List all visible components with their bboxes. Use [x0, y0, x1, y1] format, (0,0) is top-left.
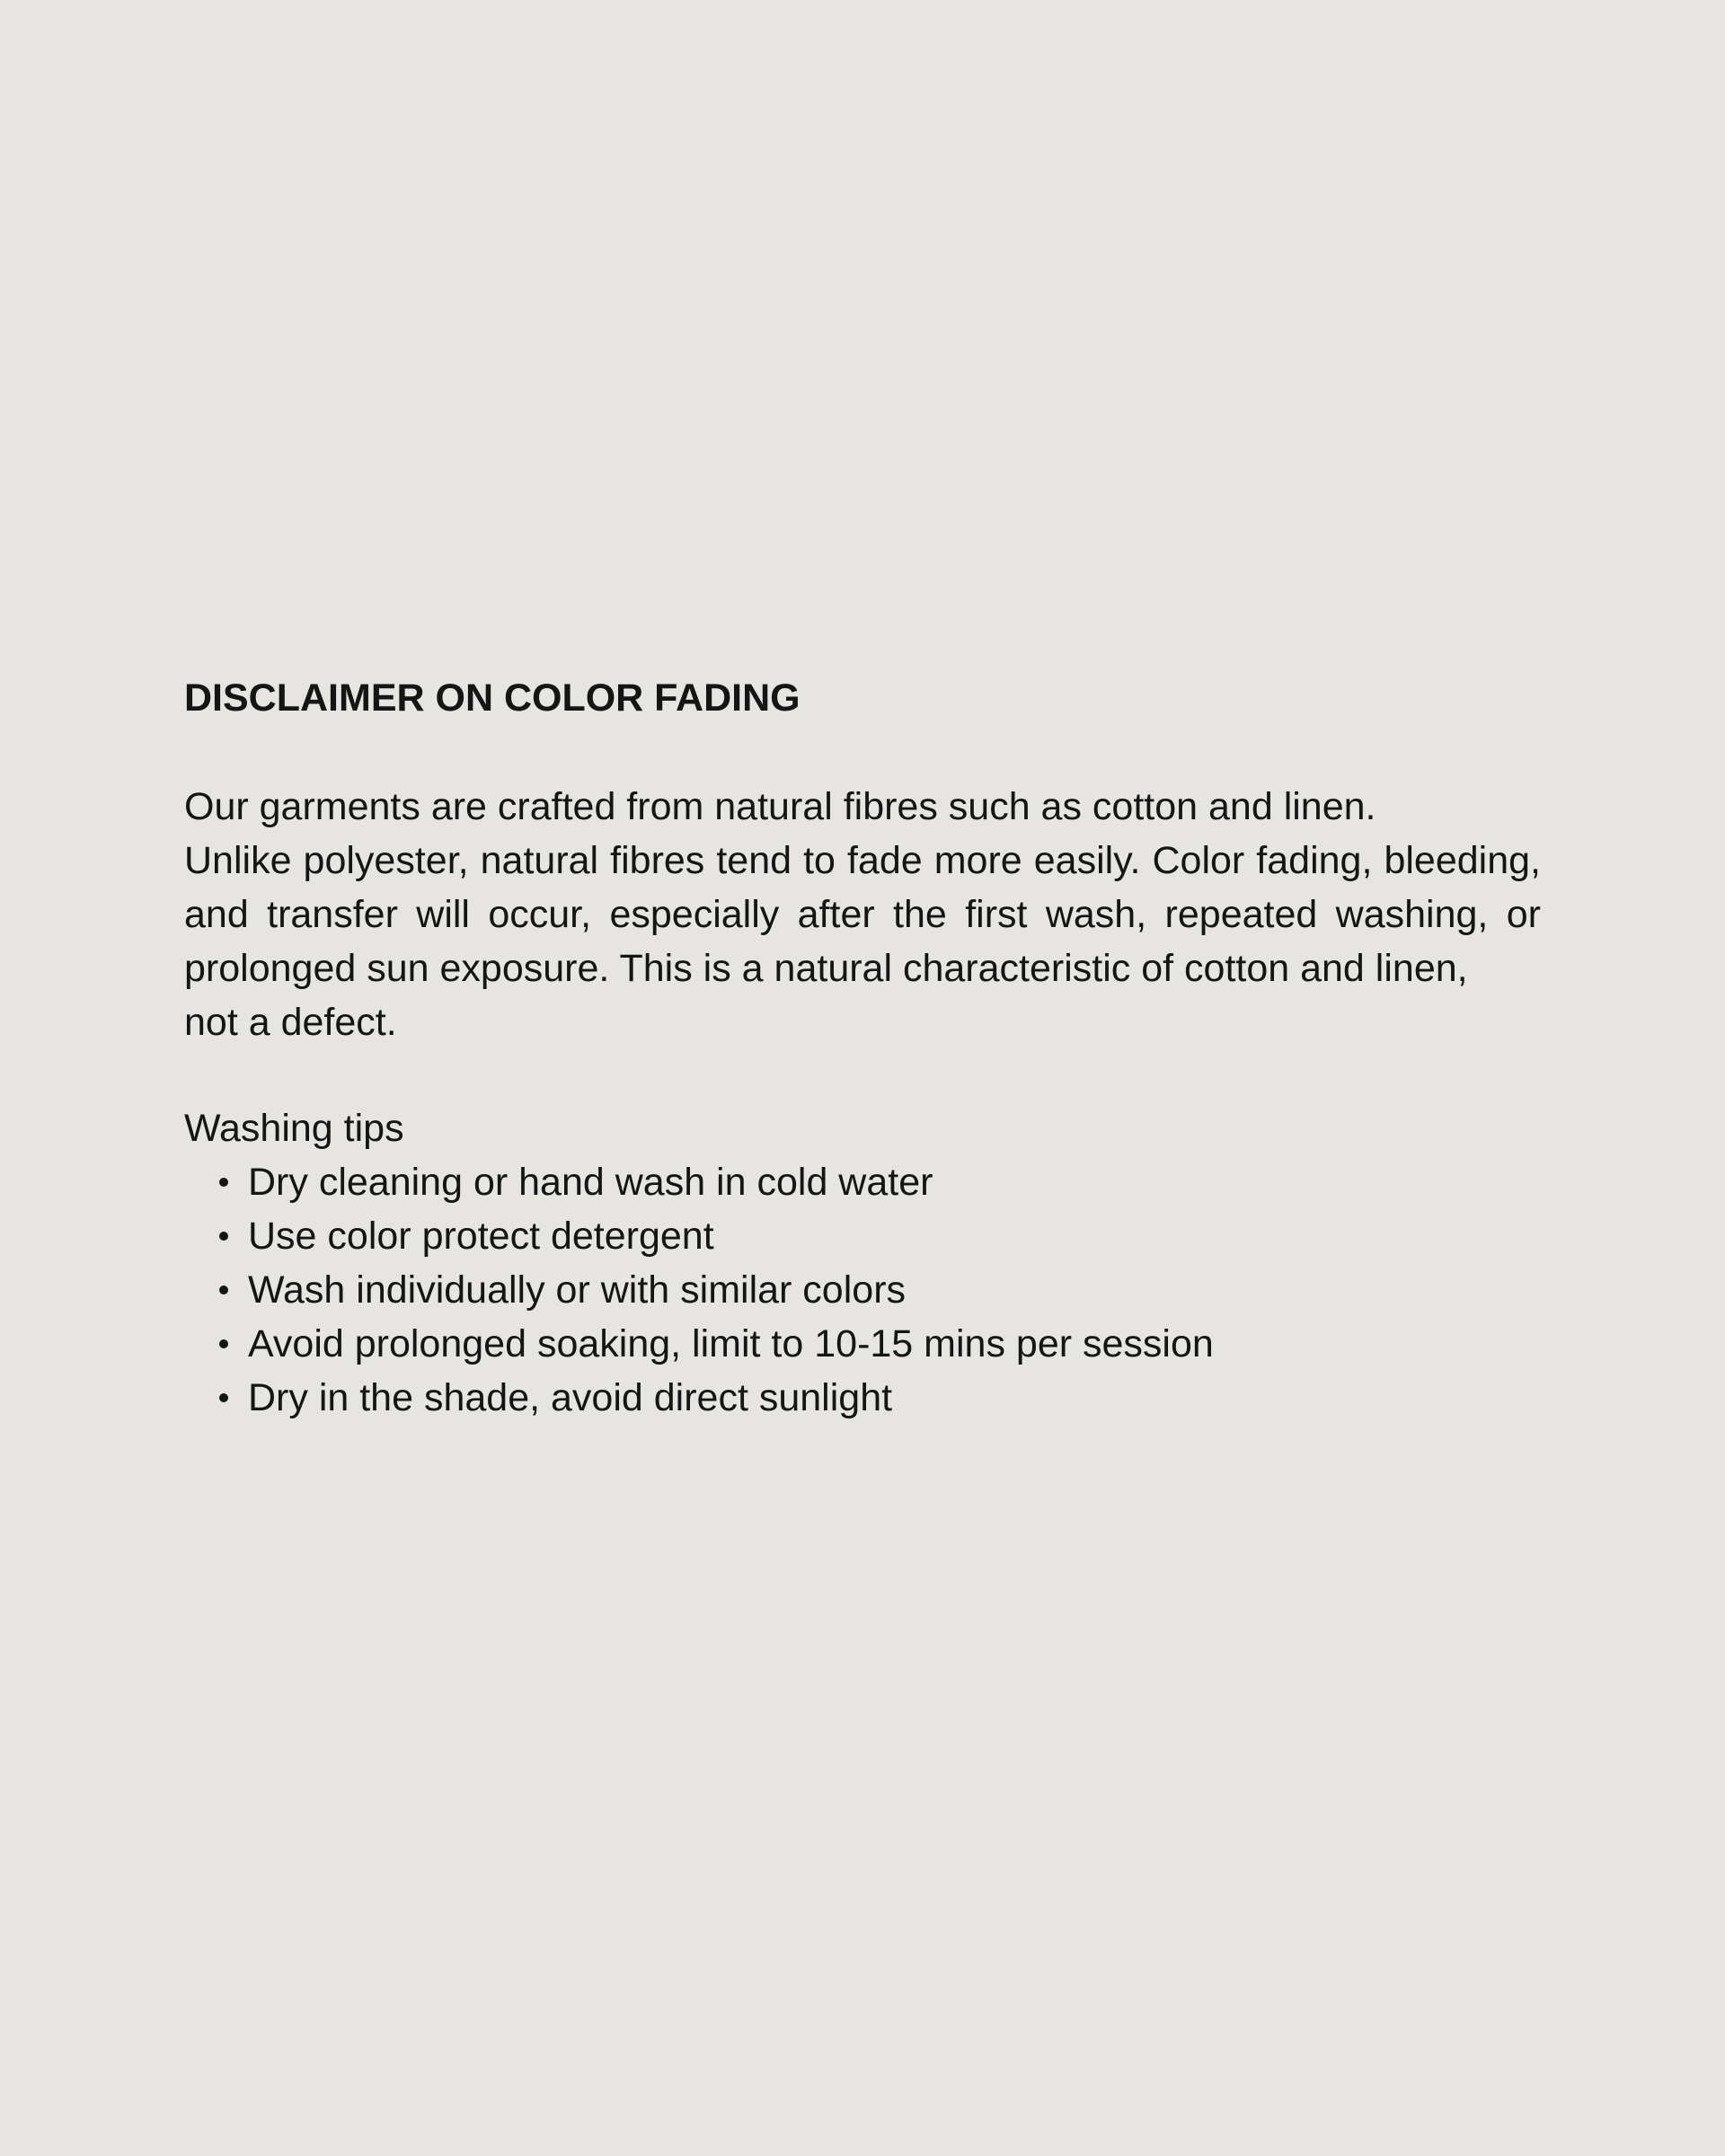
- paragraph-line: Our garments are crafted from natural fibres such as cotton and linen.: [184, 785, 1376, 828]
- list-item: [184, 1371, 1541, 1425]
- bullet-icon: [219, 1393, 228, 1402]
- disclaimer-paragraph: [184, 780, 1541, 1049]
- list-item: [184, 1317, 1541, 1371]
- bullet-icon: [219, 1339, 228, 1348]
- paragraph-line: prolonged sun exposure. This is a natural characteristic of cotton and linen,: [184, 947, 1468, 990]
- list-item-label: Avoid prolonged soaking, limit to 10-15 mins per session: [248, 1322, 1214, 1365]
- washing-tips-title: Washing tips: [184, 1107, 404, 1150]
- bullet-icon: [219, 1286, 228, 1294]
- list-item: [184, 1209, 1541, 1263]
- washing-tips-list: [184, 1155, 1541, 1425]
- paragraph-line: Unlike polyester, natural fibres tend to fade more easily. Color fading, bleeding,: [184, 839, 1541, 882]
- list-item-label: Use color protect detergent: [248, 1215, 714, 1258]
- list-item: [184, 1263, 1541, 1317]
- list-item-label: Wash individually or with similar colors: [248, 1268, 907, 1312]
- list-item-label: Dry in the shade, avoid direct sunlight: [248, 1376, 893, 1419]
- list-item: [184, 1155, 1541, 1209]
- paragraph-line: and transfer will occur, especially after the first wash, repeated washing, or: [184, 893, 1541, 936]
- disclaimer-heading: DISCLAIMER ON COLOR FADING: [184, 676, 801, 720]
- list-item-label: Dry cleaning or hand wash in cold water: [248, 1161, 933, 1204]
- bullet-icon: [219, 1232, 228, 1241]
- disclaimer-section: [184, 671, 1541, 1425]
- bullet-icon: [219, 1178, 228, 1187]
- paragraph-line: not a defect.: [184, 1001, 397, 1044]
